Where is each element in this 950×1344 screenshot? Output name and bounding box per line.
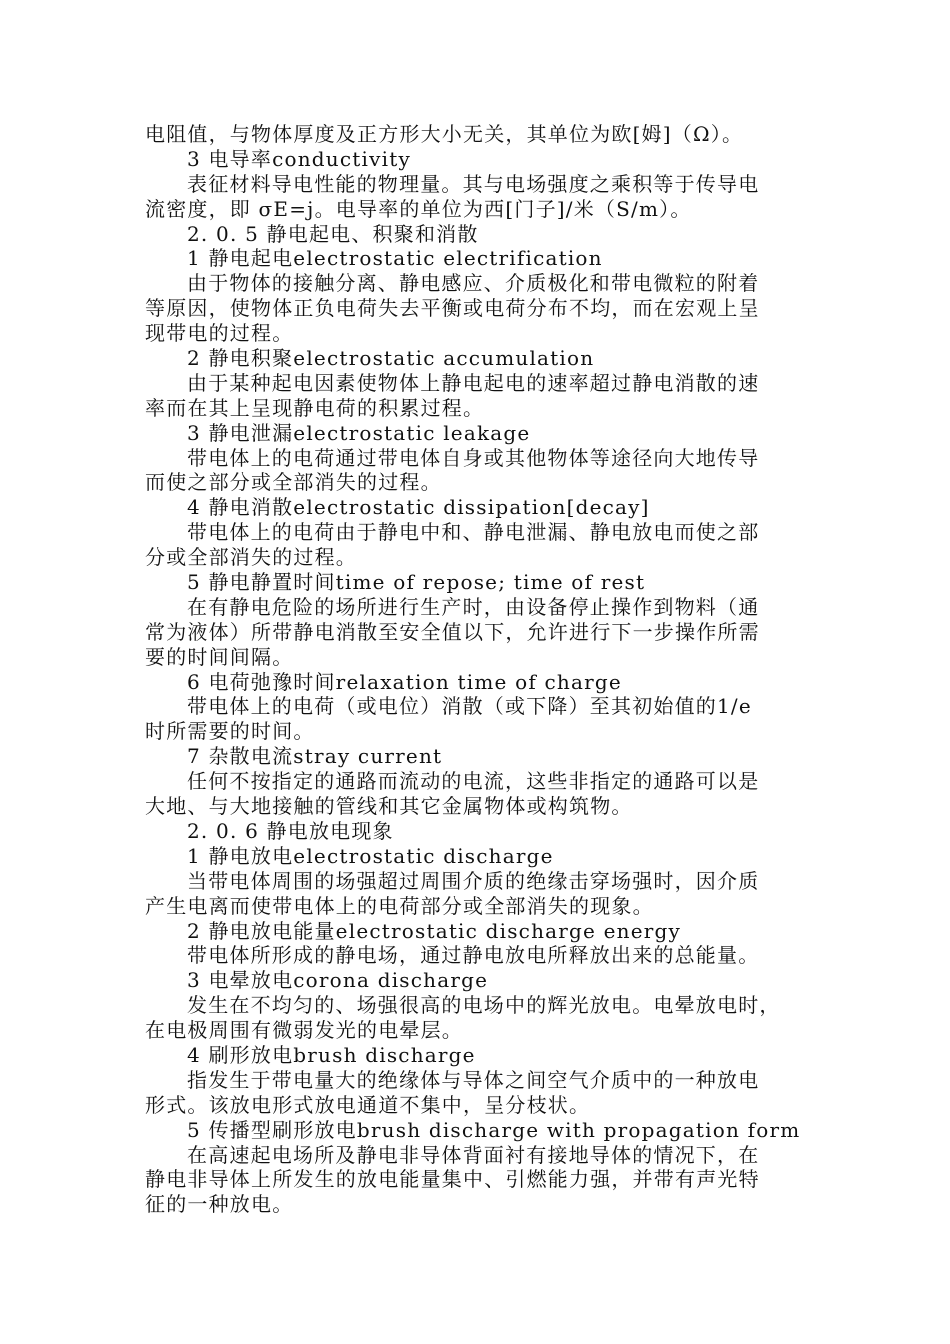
document-page	[145, 122, 817, 1217]
text-line: 5 静电静置时间time of repose; time of rest	[187, 570, 646, 595]
text-line: 指发生于带电量大的绝缘体与导体之间空气介质中的一种放电	[187, 1067, 760, 1092]
text-line: 带电体上的电荷（或电位）消散（或下降）至其初始值的1/e	[187, 694, 752, 719]
text-line: 带电体上的电荷由于静电中和、静电泄漏、静电放电而使之部	[187, 520, 760, 545]
text-line: 2 静电积聚electrostatic accumulation	[187, 346, 595, 371]
text-line: 5 传播型刷形放电brush discharge with propagation form	[187, 1117, 801, 1142]
text-line: 率而在其上呈现静电荷的积累过程。	[145, 395, 485, 420]
text-line: 3 电导率conductivity	[187, 146, 411, 171]
text-line: 静电非导体上所发生的放电能量集中、引燃能力强，并带有声光特	[145, 1167, 760, 1192]
text-line: 6 电荷弛豫时间relaxation time of charge	[187, 669, 622, 694]
text-line: 当带电体周围的场强超过周围介质的绝缘击穿场强时，因介质	[187, 868, 760, 893]
text-line: 发生在不均匀的、场强很高的电场中的辉光放电。电晕放电时，	[187, 993, 781, 1018]
text-line: 产生电离而使带电体上的电荷部分或全部消失的现象。	[145, 893, 654, 918]
text-line: 大地、与大地接触的管线和其它金属物体或构筑物。	[145, 794, 633, 819]
text-line: 分或全部消失的过程。	[145, 545, 357, 570]
text-line: 常为液体）所带静电消散至安全值以下，允许进行下一步操作所需	[145, 619, 760, 644]
text-line: 由于某种起电因素使物体上静电起电的速率超过静电消散的速	[187, 370, 760, 395]
text-line: 现带电的过程。	[145, 321, 294, 346]
text-line: 形式。该放电形式放电通道不集中，呈分枝状。	[145, 1092, 591, 1117]
text-line: 7 杂散电流stray current	[187, 744, 443, 769]
text-line: 流密度，即 σE=j。电导率的单位为西[门子]/米（S/m）。	[145, 196, 692, 221]
text-line: 带电体所形成的静电场，通过静电放电所释放出来的总能量。	[187, 943, 760, 968]
text-line: 4 刷形放电brush discharge	[187, 1042, 476, 1067]
text-line: 要的时间间隔。	[145, 644, 294, 669]
text-line: 2 静电放电能量electrostatic discharge energy	[187, 918, 682, 943]
text-line: 1 静电放电electrostatic discharge	[187, 843, 554, 868]
text-line: 2. 0. 5 静电起电、积聚和消散	[187, 221, 479, 246]
text-line: 在有静电危险的场所进行生产时，由设备停止操作到物料（通	[187, 594, 760, 619]
text-line: 2. 0. 6 静电放电现象	[187, 818, 394, 843]
text-line: 征的一种放电。	[145, 1192, 294, 1217]
text-line: 4 静电消散electrostatic dissipation[decay]	[187, 495, 650, 520]
text-line: 时所需要的时间。	[145, 719, 315, 744]
text-line: 3 静电泄漏electrostatic leakage	[187, 420, 531, 445]
text-line: 带电体上的电荷通过带电体自身或其他物体等途径向大地传导	[187, 445, 760, 470]
text-line: 1 静电起电electrostatic electrification	[187, 246, 603, 271]
text-line: 电阻值，与物体厚度及正方形大小无关，其单位为欧[姆]（Ω）。	[145, 122, 744, 146]
text-line: 表征材料导电性能的物理量。其与电场强度之乘积等于传导电	[187, 171, 760, 196]
text-line: 而使之部分或全部消失的过程。	[145, 470, 442, 495]
text-line: 等原因，使物体正负电荷失去平衡或电荷分布不均，而在宏观上呈	[145, 296, 760, 321]
text-line: 在电极周围有微弱发光的电晕层。	[145, 1018, 463, 1043]
text-line: 在高速起电场所及静电非导体背面衬有接地导体的情况下，在	[187, 1142, 760, 1167]
text-line: 3 电晕放电corona discharge	[187, 968, 489, 993]
text-line: 由于物体的接触分离、静电感应、介质极化和带电微粒的附着	[187, 271, 760, 296]
text-line: 任何不按指定的通路而流动的电流，这些非指定的通路可以是	[187, 769, 760, 794]
